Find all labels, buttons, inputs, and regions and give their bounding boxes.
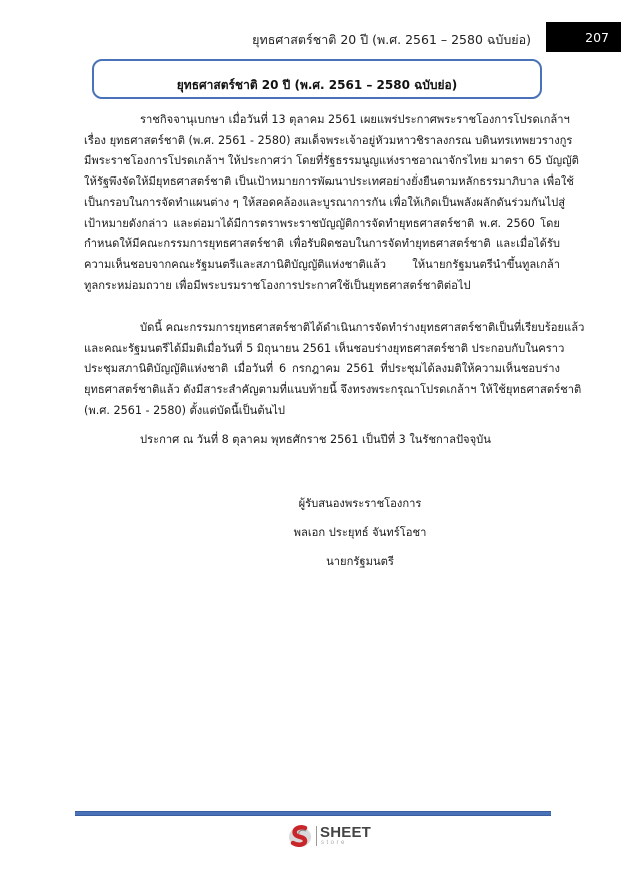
text-line: (พ.ศ. 2561 - 2580) ตั้งแต่บัดนี้เป็นต้นไป	[84, 403, 285, 417]
logo-divider	[316, 826, 317, 846]
text-line: ประกาศ ณ วันที่ 8 ตุลาคม พุทธศักราช 2561 เป็นปีที่ 3 ในรัชกาลปัจจุบัน	[140, 433, 491, 446]
footer-divider	[75, 811, 551, 816]
logo-sub: store	[321, 840, 347, 846]
text-line: ความเห็นชอบจากคณะรัฐมนตรีและสภานิติบัญญัติแห่งชาติแล้ว ให้นายกรัฐมนตรีนำขึ้นทูลเกล้า	[84, 257, 560, 271]
page-number-box	[546, 22, 621, 52]
text-line: ทูลกระหม่อมถวาย เพื่อมีพระบรมราชโองการประกาศใช้เป็นยุทธศาสตร์ชาติต่อไป	[84, 278, 471, 292]
text-line: และคณะรัฐมนตรีได้มีมติเมื่อวันที่ 5 มิถุนายน 2561 เห็นชอบร่างยุทธศาสตร์ชาติ ประกอบกับในคราว	[84, 341, 565, 355]
text-line: ให้รัฐพึงจัดให้มียุทธศาสตร์ชาติ เป็นเป้าหมายการพัฒนาประเทศอย่างยั่งยืนตามหลักธรรมาภิบาล เพื่อใช้	[84, 175, 574, 189]
text-line: เรื่อง ยุทธศาสตร์ชาติ (พ.ศ. 2561 - 2580) สมเด็จพระเจ้าอยู่หัวมหาวชิราลงกรณ บดินทรเทพยวรางกูร	[84, 133, 573, 147]
sheet-store-logo	[287, 823, 377, 849]
paragraph-3	[84, 430, 560, 451]
signatory-position: นายกรัฐมนตรี	[326, 555, 394, 568]
text-line: มีพระราชโองการโปรดเกล้าฯ ให้ประกาศว่า โดยที่รัฐธรรมนูญแห่งราชอาณาจักรไทย มาตรา 65 บัญญัติ	[84, 154, 579, 168]
running-title: ยุทธศาสตร์ชาติ 20 ปี (พ.ศ. 2561 – 2580 ฉบับย่อ)	[252, 32, 531, 47]
text-line: บัดนี้ คณะกรรมการยุทธศาสตร์ชาติได้ดำเนินการจัดทำร่างยุทธศาสตร์ชาติเป็นที่เรียบร้อยแล้ว	[140, 321, 585, 334]
text-line: ประชุมสภานิติบัญญัติแห่งชาติ เมื่อวันที่ 6 กรกฎาคม 2561 ที่ประชุมได้ลงมติให้ความเห็นชอบร่าง	[84, 362, 560, 376]
title-box	[92, 59, 542, 99]
paragraph-1	[84, 110, 579, 296]
text-line: กำหนดให้มีคณะกรรมการยุทธศาสตร์ชาติ เพื่อรับผิดชอบในการจัดทำยุทธศาสตร์ชาติ และเมื่อได้รับ	[84, 237, 560, 251]
paragraph-2	[84, 318, 585, 422]
signatory-name: พลเอก ประยุทธ์ จันทร์โอชา	[293, 526, 427, 539]
text-line: ราชกิจจานุเบกษา เมื่อวันที่ 13 ตุลาคม 2561 เผยแพร่ประกาศพระราชโองการโปรดเกล้าฯ	[140, 113, 570, 126]
countersign-label: ผู้รับสนองพระราชโองการ	[298, 497, 422, 510]
page-number: 207	[585, 30, 609, 45]
document-title: ยุทธศาสตร์ชาติ 20 ปี (พ.ศ. 2561 – 2580 ฉบับย่อ)	[176, 78, 458, 92]
running-header	[0, 22, 621, 52]
text-line: เป็นกรอบในการจัดทำแผนต่าง ๆ ให้สอดคล้องและบูรณาการกัน เพื่อให้เกิดเป็นพลังผลักดันร่วมกันไปสู่	[84, 195, 566, 209]
logo-word: SHEET	[320, 824, 372, 841]
text-line: เป้าหมายดังกล่าว และต่อมาได้มีการตราพระราชบัญญัติการจัดทำยุทธศาสตร์ชาติ พ.ศ. 2560 โดย	[84, 216, 560, 230]
sheet-store-s-icon	[287, 823, 313, 849]
text-line: ยุทธศาสตร์ชาติแล้ว ดังมีสาระสำคัญตามที่แนบท้ายนี้ จึงทรงพระกรุณาโปรดเกล้าฯ ให้ใช้ยุทธศาสตร์ชาติ	[84, 383, 582, 397]
